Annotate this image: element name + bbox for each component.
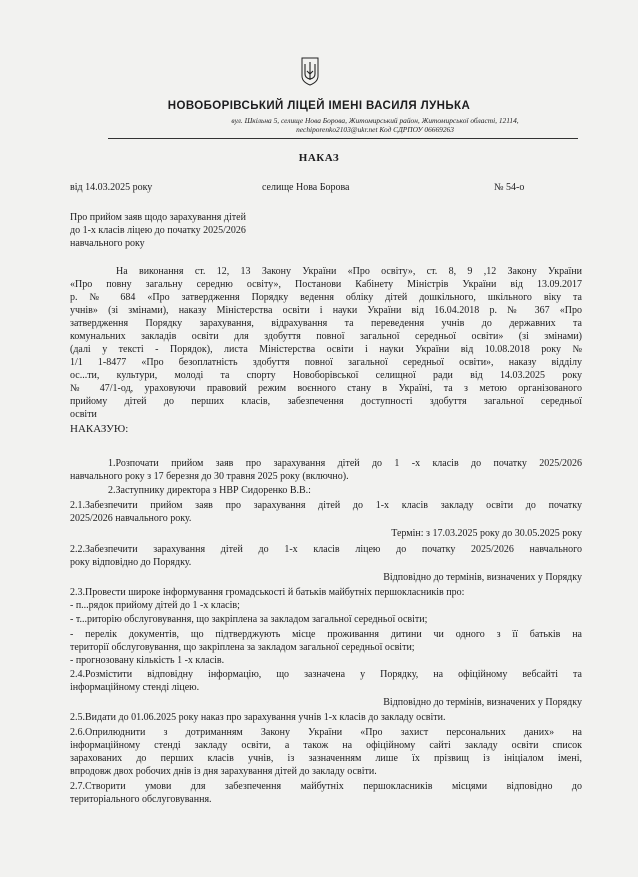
trident-emblem-icon: [300, 56, 320, 86]
organization-name: НОВОБОРІВСЬКИЙ ЛІЦЕЙ ІМЕНІ ВАСИЛЯ ЛУНЬКА: [167, 100, 471, 112]
item-2-7-line: 2.7.Створити умови для забезпечення майбутніх першокласників місцями відповідно до: [70, 781, 582, 792]
bullet-item: - прогнозовану кількість 1 -х класів.: [70, 655, 225, 666]
item-2-2-line: 2.2.Забезпечити зарахування дітей до 1-х класів ліцею до початку 2025/2026 навчального: [70, 544, 582, 555]
organization-contacts: nechiporenko2103@ukr.net Код СДРПОУ 06669263: [296, 124, 454, 134]
subject-line: до 1-х класів ліцею до початку 2025/2026: [70, 225, 246, 236]
term-1: Термін: з 17.03.2025 року до 30.05.2025 року: [391, 528, 582, 539]
preamble-line: «Про повну загальну середню освіту», Постанови Кабінету Міністрів України від 13.09.2017: [70, 279, 582, 290]
item-1-line: навчального року з 17 березня до 30 травня 2025 року (включно).: [70, 471, 349, 482]
bullet-item: - т...риторію обслуговування, що закріплена за закладом загальної середньої освіти;: [70, 614, 428, 625]
item-2-7-line: територіального обслуговування.: [70, 794, 212, 805]
item-2-5: 2.5.Видати до 01.06.2025 року наказ про зарахування учнів 1-х класів до закладу освіти.: [70, 712, 446, 723]
preamble-line: прийому дітей до перших класів, забезпечення доступності здобуття загальної середньої: [70, 396, 582, 407]
preamble-line: (далі у тексті - Порядок), листа Міністерства освіти і науки України від 10.08.2018 року №: [70, 344, 582, 355]
subject-line: Про прийом заяв щодо зарахування дітей: [70, 212, 246, 223]
item-2-1-line: 2025/2026 навчального року.: [70, 513, 192, 524]
preamble-line: р. № 684 «Про затвердження Порядку ведення обліку дітей дошкільного, шкільного віку та: [70, 292, 582, 303]
item-1-line: 1.Розпочати прийом заяв про зарахування дітей до 1 -х класів до початку 2025/2026: [108, 458, 582, 469]
preamble-line: № 47/1-од, ураховуючи правовий режим воєнного стану в Україні, та з метою організованого: [70, 383, 582, 394]
preamble-line: освіти: [70, 409, 97, 420]
item-2-2-line: року відповідно до Порядку.: [70, 557, 192, 568]
item-2: 2.Заступнику директора з НВР Сидоренко В.В.:: [108, 485, 311, 496]
item-2-6-line: впродовж двох робочих днів із дня зарахування дітей до закладу освіти.: [70, 766, 377, 777]
item-2-6-line: зарахованих до перших класів учнів, із зазначенням лише їх прізвищ із ініціалом імені,: [70, 753, 582, 764]
item-2-4-line: інформаційному стенді ліцею.: [70, 682, 200, 693]
bullet-item: - п...рядок прийому дітей до 1 -х класів;: [70, 600, 240, 611]
header-divider: [108, 138, 578, 139]
item-2-6-line: 2.6.Оприлюднити з дотриманням Закону України «Про захист персональних даних» на: [70, 727, 582, 738]
organization-address-block: [140, 117, 610, 134]
item-2-1-line: 2.1.Забезпечити прийом заяв про зарахування дітей до 1-х класів закладу освіти до початку: [70, 500, 582, 511]
item-2-6-line: інформаційному стенді закладу освіти, а також на офіційному сайті закладу освіти список: [70, 740, 582, 751]
order-date: від 14.03.2025 року: [70, 182, 153, 193]
order-word: НАКАЗУЮ:: [70, 423, 129, 435]
bullet-item: території обслуговування, що закріплена за закладом загальної середньої освіти;: [70, 642, 415, 653]
item-2-3: 2.3.Провести широке інформування громадськості й батьків майбутніх першокласників про:: [70, 587, 465, 598]
preamble-line: ос...ти, культури, молоді та спорту Новоборівської селищної ради від 14.03.2025 року: [70, 370, 582, 381]
preamble-line: На виконання ст. 12, 13 Закону України «Про освіту», ст. 8, 9 ,12 Закону України: [116, 266, 582, 277]
order-number: № 54-о: [494, 182, 525, 193]
item-2-4-line: 2.4.Розмістити відповідну інформацію, що зазначена у Порядку, на офіційному вебсайті та: [70, 669, 582, 680]
term-2: Відповідно до термінів, визначених у Порядку: [383, 572, 582, 583]
document-title: НАКАЗ: [298, 152, 340, 164]
term-3: Відповідно до термінів, визначених у Порядку: [383, 697, 582, 708]
preamble-line: учнів» (зі змінами), наказу Міністерства освіти і науки України від 16.04.2018 р. № 367 «Про: [70, 305, 582, 316]
preamble-line: 1/1 1-8477 «Про безоплатність здобуття повної загальної середньої освіти», наказу відділу: [70, 357, 582, 368]
subject-line: навчального року: [70, 238, 145, 249]
organization-address: вул. Шкільна 5, селище Нова Борова, Житомирський район, Житомирської області, 12114,: [231, 116, 519, 125]
bullet-item: - перелік документів, що підтверджують місце проживання дитини чи одного з її батьків на: [70, 629, 582, 640]
preamble-line: затвердження Порядку зарахування, відрахування та переведення учнів до державних та: [70, 318, 582, 329]
order-place: селище Нова Борова: [262, 182, 350, 193]
preamble-line: комунальних закладів освіти для здобуття повної загальної середньої освіти» (зі змінами): [70, 331, 582, 342]
